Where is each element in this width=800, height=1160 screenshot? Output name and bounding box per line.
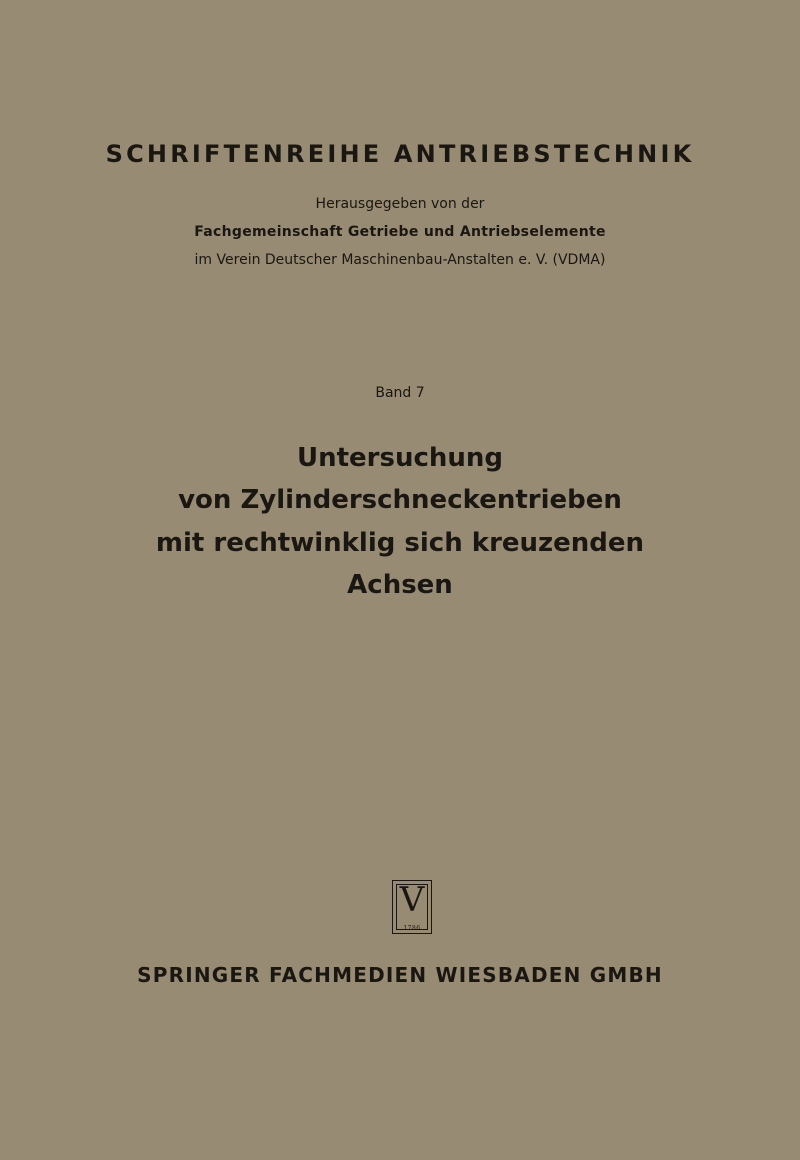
- editor-association: im Verein Deutscher Maschinenbau-Anstalten e. V. (VDMA): [194, 252, 606, 268]
- volume-number: Band 7: [375, 385, 425, 401]
- publisher-logo: [392, 880, 432, 934]
- book-title-line-2: von Zylinderschneckentrieben: [178, 485, 622, 515]
- publisher-name: SPRINGER FACHMEDIEN WIESBADEN GMBH: [137, 963, 663, 987]
- logo-year: 1786: [403, 925, 421, 932]
- book-title-line-4: Achsen: [347, 570, 453, 600]
- editor-organization: Fachgemeinschaft Getriebe und Antriebselemente: [194, 224, 606, 240]
- book-title-line-3: mit rechtwinklig sich kreuzenden: [155, 528, 645, 558]
- series-title: SCHRIFTENREIHE ANTRIEBSTECHNIK: [105, 140, 695, 168]
- logo-letter: V: [399, 880, 425, 920]
- book-title-line-1: Untersuchung: [296, 443, 504, 473]
- editor-intro: Herausgegeben von der: [315, 196, 485, 212]
